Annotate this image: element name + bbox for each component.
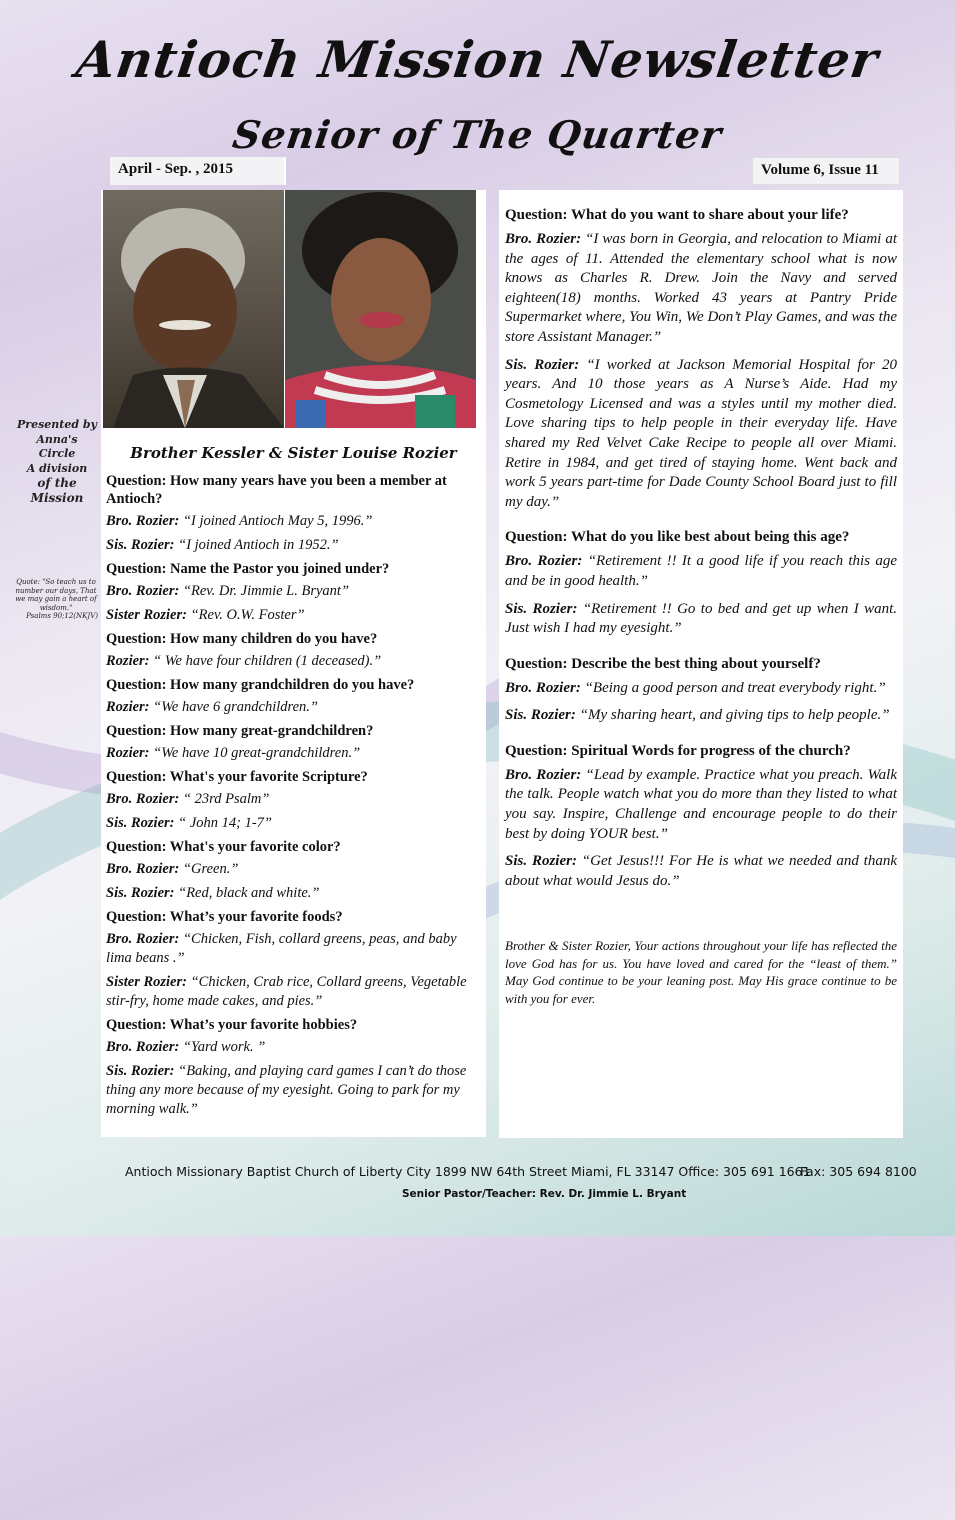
answer — [106, 582, 481, 601]
answer — [106, 744, 481, 763]
answer-text: “We have 6 grandchildren.” — [153, 699, 318, 715]
answer-text: “Chicken, Fish, collard greens, peas, and baby lima beans .” — [106, 931, 457, 966]
footer-pastor: Senior Pastor/Teacher: Rev. Dr. Jimmie L. Bryant — [402, 1188, 687, 1200]
answer — [505, 356, 897, 513]
answer-text: “Retirement !! Go to bed and get up when I want. Just wish I had my eyesight.” — [505, 600, 897, 637]
answer-text: “Rev. Dr. Jimmie L. Bryant” — [182, 583, 350, 599]
answer-text: “My sharing heart, and giving tips to help people.” — [579, 707, 890, 724]
answer-text: “I joined Antioch in 1952.” — [178, 537, 339, 553]
speaker-label: Sis. Rozier: — [505, 853, 577, 870]
speaker-label: Bro. Rozier: — [505, 766, 582, 783]
answer-text: “I worked at Jackson Memorial Hospital for 20 years. And 10 those years as A Nurse’s Aide. Had my Cosmetology Licensed and was a styles until my mother died. Love sharing tips to help people in their everyday life. Have shared my Red Velvet Cake Recipe to people all over Miami. Retire in 1984, and get tired of staying home. Went back and work 5 years part-time for Dade County School Board just to fill my day.” — [505, 356, 897, 510]
question: Question: What do you like best about being this age? — [505, 529, 850, 546]
photo-brother-rozier — [103, 190, 284, 428]
answer — [106, 973, 481, 1011]
speaker-label: Rozier: — [106, 745, 150, 761]
answer-text: “Baking, and playing card games I can’t do those thing any more because of my eyesight. Going to park for my morning walk.” — [106, 1063, 467, 1117]
question: Question: What's your favorite color? — [106, 839, 341, 855]
answer — [106, 1062, 481, 1119]
speaker-label: Rozier: — [106, 699, 150, 715]
answer — [106, 930, 481, 968]
answer-text: “We have 10 great-grandchildren.” — [153, 745, 361, 761]
presented-line: Presented by — [17, 418, 97, 431]
answer — [106, 512, 481, 531]
speaker-label: Bro. Rozier: — [106, 861, 180, 877]
answer — [106, 860, 481, 879]
answer — [106, 652, 481, 671]
quote-ref: Psalms 90;12(NKJV) — [26, 612, 98, 620]
answer-text: “I was born in Georgia, and relocation to Miami at the ages of 11. Attended the elementary school what is now knows as Charles R. Drew. Join the Navy and served eighteen(18) months. Worked 43 years at Pantry Pride Supermarket where, You Win, We Don’t Play Games, and was the store Assistant Manager.” — [505, 231, 897, 345]
answer-text: “Green.” — [182, 861, 239, 877]
volume-issue: Volume 6, Issue 11 — [752, 157, 900, 185]
footer-address: Antioch Missionary Baptist Church of Liberty City 1899 NW 64th Street Miami, FL 33147 Office: 305 691 1661 — [125, 1164, 811, 1179]
answer-text: “Lead by example. Practice what you preach. Walk the talk. People watch what you do more than they listed to what you say. Inspire, Challenge and encourage people to do their best by doing YOUR best.” — [505, 766, 898, 842]
presented-line: Anna's — [36, 432, 78, 446]
question: Question: How many years have you been a member at Antioch? — [106, 473, 447, 507]
answer — [106, 790, 481, 809]
speaker-label: Bro. Rozier: — [505, 679, 581, 696]
speaker-label: Rozier: — [106, 653, 150, 669]
presented-line: Circle — [38, 447, 76, 460]
question: Question: What do you want to share about your life? — [505, 207, 849, 223]
answer-text: “I joined Antioch May 5, 1996.” — [182, 513, 373, 529]
date-range: April - Sep. , 2015 — [110, 157, 286, 185]
closing-message: Brother & Sister Rozier, Your actions throughout your life has reflected the love God has for us. You have loved and cared for the “least of them.” May God continue to be your leaning post. May His grace continue to be with you for ever. — [505, 938, 897, 1006]
question: Question: What’s your favorite foods? — [106, 909, 343, 925]
question: Question: Spiritual Words for progress of the church? — [505, 742, 851, 759]
answer — [106, 698, 481, 717]
speaker-label: Sis. Rozier: — [106, 1063, 175, 1079]
speaker-label: Sister Rozier: — [106, 607, 187, 623]
question: Question: How many grandchildren do you have? — [106, 677, 415, 693]
speaker-label: Bro. Rozier: — [106, 791, 180, 807]
speaker-label: Sister Rozier: — [106, 974, 187, 990]
answer-text: “ John 14; 1-7” — [178, 815, 272, 831]
speaker-label: Bro. Rozier: — [505, 231, 582, 247]
photo-sister-rozier — [285, 190, 476, 428]
answer-text: “Being a good person and treat everybody right.” — [584, 679, 886, 696]
answer — [106, 814, 481, 833]
speaker-label: Bro. Rozier: — [106, 583, 180, 599]
presented-line: of the — [37, 476, 77, 490]
question: Question: How many great-grandchildren? — [106, 723, 374, 739]
photo-caption: Brother Kessler & Sister Louise Rozier — [130, 444, 457, 462]
footer-fax: Fax: 305 694 8100 — [800, 1164, 917, 1179]
speaker-label: Sis. Rozier: — [106, 885, 175, 901]
speaker-label: Bro. Rozier: — [106, 1039, 180, 1055]
speaker-label: Bro. Rozier: — [106, 513, 180, 529]
answer-text: “Yard work. ” — [182, 1039, 266, 1055]
answer — [106, 536, 481, 555]
answer-text: “ 23rd Psalm” — [182, 791, 270, 807]
question: Question: What’s your favorite hobbies? — [106, 1017, 358, 1033]
answer-text: “Rev. O.W. Foster” — [190, 607, 305, 623]
answer — [106, 884, 481, 903]
answer-text: “Chicken, Crab rice, Collard greens, Vegetable stir-fry, home made cakes, and pies.” — [106, 974, 467, 1009]
newsletter-subtitle: Senior of The Quarter — [230, 112, 725, 157]
speaker-label: Bro. Rozier: — [505, 553, 583, 570]
question: Question: How many children do you have? — [106, 631, 378, 647]
question: Question: Name the Pastor you joined under? — [106, 561, 390, 577]
left-qa — [106, 472, 481, 1124]
left-panel — [101, 190, 486, 1137]
answer-text: “ We have four children (1 deceased).” — [153, 653, 382, 669]
speaker-label: Sis. Rozier: — [106, 537, 175, 553]
answer-text: “Retirement !! It a good life if you reach this age and be in good health.” — [505, 553, 898, 589]
speaker-label: Sis. Rozier: — [505, 356, 580, 373]
answer — [106, 606, 481, 625]
answer — [106, 1038, 481, 1057]
question: Question: Describe the best thing about yourself? — [505, 655, 821, 672]
psalm-quote — [14, 578, 98, 621]
question: Question: What's your favorite Scripture? — [106, 769, 368, 785]
presented-line: A division — [26, 461, 88, 475]
answer-text: “Red, black and white.” — [178, 885, 320, 901]
presented-by — [14, 418, 100, 505]
speaker-label: Sis. Rozier: — [106, 815, 175, 831]
answer — [505, 706, 897, 726]
answer — [505, 600, 897, 639]
answer-text: “Get Jesus!!! For He is what we needed and thank about what would Jesus do.” — [505, 853, 897, 889]
answer — [505, 679, 897, 699]
newsletter-title: Antioch Mission Newsletter — [72, 30, 883, 89]
speaker-label: Sis. Rozier: — [505, 600, 578, 617]
answer — [505, 230, 897, 348]
speaker-label: Sis. Rozier: — [505, 707, 576, 724]
answer — [505, 766, 897, 844]
right-panel — [499, 190, 903, 1138]
answer — [505, 552, 897, 591]
speaker-label: Bro. Rozier: — [106, 931, 180, 947]
quote-text: Quote: "So teach us to number our days, That we may gain a heart of wisdom." — [15, 578, 97, 612]
presented-line: Mission — [30, 490, 84, 505]
answer — [505, 852, 897, 891]
